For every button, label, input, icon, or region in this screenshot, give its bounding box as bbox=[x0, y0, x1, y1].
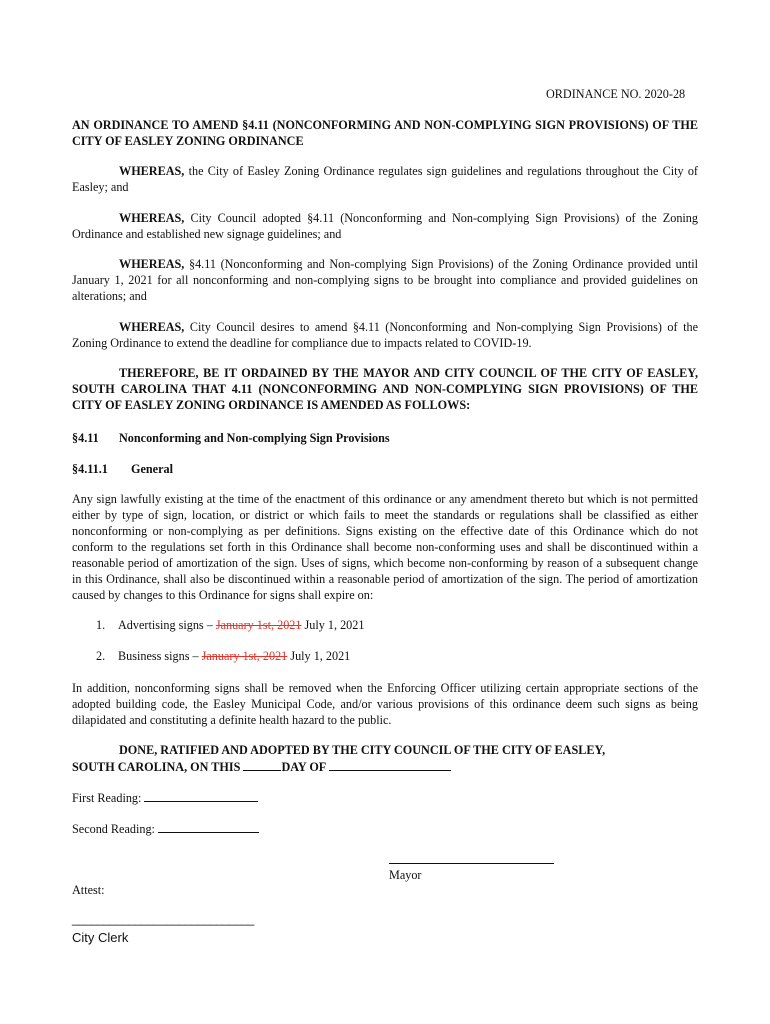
attest-label: Attest: bbox=[72, 883, 105, 897]
whereas-paragraph-4 bbox=[72, 319, 698, 351]
struck-date: January 1st, 2021 bbox=[215, 618, 302, 632]
whereas-paragraph-2 bbox=[72, 210, 698, 242]
list-label: Business signs – bbox=[118, 649, 202, 663]
section-heading bbox=[72, 430, 390, 446]
done-line-1: DONE, RATIFIED AND ADOPTED BY THE CITY COUNCIL OF THE CITY OF EASLEY, bbox=[119, 743, 606, 757]
list-label: Advertising signs – bbox=[118, 618, 216, 632]
second-reading-line bbox=[72, 820, 259, 837]
whereas-paragraph-3 bbox=[72, 256, 698, 304]
second-reading-label: Second Reading: bbox=[72, 822, 158, 836]
new-date: July 1, 2021 bbox=[287, 649, 351, 663]
whereas-text: City Council desires to amend §4.11 (Nonconforming and Non-complying Sign Provisions) of the Zoning Ordinance to extend the deadline for compliance due to impacts related to COVID-19. bbox=[72, 320, 698, 350]
city-clerk-label: City Clerk bbox=[72, 930, 129, 945]
mayor-label: Mayor bbox=[389, 868, 422, 882]
month-blank[interactable] bbox=[329, 758, 451, 771]
list-item bbox=[96, 648, 350, 664]
subsection-number: §4.11.1 bbox=[72, 462, 108, 476]
section-title: Nonconforming and Non-complying Sign Provisions bbox=[119, 431, 390, 445]
first-reading-line bbox=[72, 789, 258, 806]
section-number: §4.11 bbox=[72, 431, 99, 445]
ordinance-number: ORDINANCE NO. 2020-28 bbox=[546, 87, 686, 101]
whereas-text: §4.11 (Nonconforming and Non-complying Sign Provisions) of the Zoning Ordinance provided until January 1, 2021 for all nonconforming and non-complying signs to be brought into compliance and provided guidelines on alterations; and bbox=[72, 257, 698, 303]
first-reading-label: First Reading: bbox=[72, 791, 145, 805]
whereas-paragraph-1 bbox=[72, 163, 698, 195]
first-reading-blank[interactable] bbox=[144, 789, 258, 802]
done-line-2-mid: DAY OF bbox=[281, 760, 329, 774]
done-ratified-clause bbox=[72, 742, 698, 775]
whereas-lead: WHEREAS, bbox=[119, 320, 185, 334]
city-clerk-signature-line[interactable]: _____________________________ bbox=[72, 912, 254, 926]
subsection-title: General bbox=[131, 462, 173, 476]
second-reading-blank[interactable] bbox=[158, 820, 259, 833]
whereas-text: the City of Easley Zoning Ordinance regulates sign guidelines and regulations throughout the City of Easley; and bbox=[72, 164, 698, 194]
done-line-2 bbox=[72, 758, 698, 775]
whereas-lead: WHEREAS, bbox=[119, 164, 185, 178]
day-blank[interactable] bbox=[243, 758, 281, 771]
subsection-heading bbox=[72, 461, 173, 477]
struck-date: January 1st, 2021 bbox=[201, 649, 288, 663]
whereas-text: City Council adopted §4.11 (Nonconforming and Non-complying Sign Provisions) of the Zoning Ordinance and established new signage guidelines; and bbox=[72, 211, 698, 241]
therefore-clause: THEREFORE, BE IT ORDAINED BY THE MAYOR AND CITY COUNCIL OF THE CITY OF EASLEY, SOUTH CAROLINA THAT 4.11 (NONCONFORMING AND NON-COMPLYING SIGN PROVISIONS) OF THE CITY OF EASLEY ZONING ORDINANCE IS AMENDED AS FOLLOWS: bbox=[72, 366, 698, 412]
list-number: 1. bbox=[96, 618, 106, 632]
ordinance-title: AN ORDINANCE TO AMEND §4.11 (NONCONFORMING AND NON-COMPLYING SIGN PROVISIONS) OF THE CITY OF EASLEY ZONING ORDINANCE bbox=[72, 118, 698, 148]
list-number: 2. bbox=[96, 649, 106, 663]
whereas-lead: WHEREAS, bbox=[119, 211, 185, 225]
new-date: July 1, 2021 bbox=[301, 618, 365, 632]
addition-paragraph: In addition, nonconforming signs shall be removed when the Enforcing Officer utilizing certain appropriate sections of the adopted building code, the Easley Municipal Code, and/or various provisions of this ordinance deem such signs as being dilapidated and constituting a definite health hazard to the public. bbox=[72, 681, 698, 727]
list-item bbox=[96, 617, 364, 633]
done-line-2-start: SOUTH CAROLINA, ON THIS bbox=[72, 760, 244, 774]
general-paragraph: Any sign lawfully existing at the time of the enactment of this ordinance or any amendment thereto but which is not permitted either by type of sign, location, or district or which fails to meet the standards or regulations shall be classified as either nonconforming or non-complying as per definitions. Signs existing on the effective date of this Ordinance which do not conform to the regulations set forth in this Ordinance shall become non-conforming uses and shall be discontinued within a reasonable period of amortization of the sign. Uses of signs, which become non-conforming by reason of a subsequent change in this Ordinance, shall also be discontinued within a reasonable period of amortization of the sign. The period of amortization caused by changes to this Ordinance for signs shall expire on: bbox=[72, 492, 698, 602]
whereas-lead: WHEREAS, bbox=[119, 257, 185, 271]
mayor-signature-line[interactable] bbox=[389, 863, 554, 864]
